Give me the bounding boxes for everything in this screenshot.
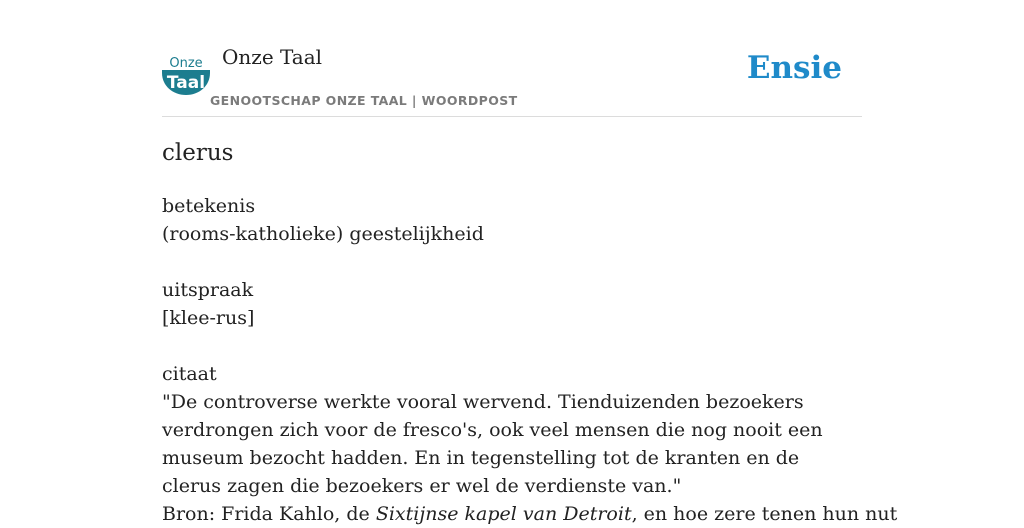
page: [162, 0, 898, 525]
spacer: [162, 248, 862, 276]
entry-body: [162, 192, 898, 528]
quote-text: "De controverse werkte vooral wervend. Tienduizenden bezoekers verdrongen zich voor de fresco's, ook veel mensen die nog nooit een museum bezocht hadden. En in tegenstelling tot de kranten en de clerus zagen die bezoekers er wel de verdienste van.": [162, 391, 823, 497]
onze-taal-logo[interactable]: [162, 53, 210, 95]
ensie-link[interactable]: Ensie: [746, 50, 842, 86]
brand-name[interactable]: Onze Taal: [222, 45, 323, 69]
source-title: Sixtijnse kapel van Detroit: [375, 503, 632, 525]
meaning-text: (rooms-katholieke) geestelijkheid: [162, 223, 484, 245]
brand-subtitle: GENOOTSCHAP ONZE TAAL | WOORDPOST: [210, 93, 518, 108]
pronunciation-label: uitspraak: [162, 279, 254, 301]
logo-text-top: Onze: [169, 56, 203, 71]
quote-label: citaat: [162, 363, 217, 385]
source-prefix: Bron: Frida Kahlo, de: [162, 503, 376, 525]
quote-source: [162, 500, 898, 528]
logo-text-bottom: Taal: [166, 73, 206, 93]
spacer: [162, 332, 862, 360]
pronunciation-text: [klee-rus]: [162, 307, 255, 329]
meaning-label: betekenis: [162, 195, 256, 217]
source-suffix: , en hoe zere tenen hun nut: [631, 503, 898, 525]
entry-title: clerus: [162, 140, 234, 166]
site-header: [162, 0, 862, 117]
